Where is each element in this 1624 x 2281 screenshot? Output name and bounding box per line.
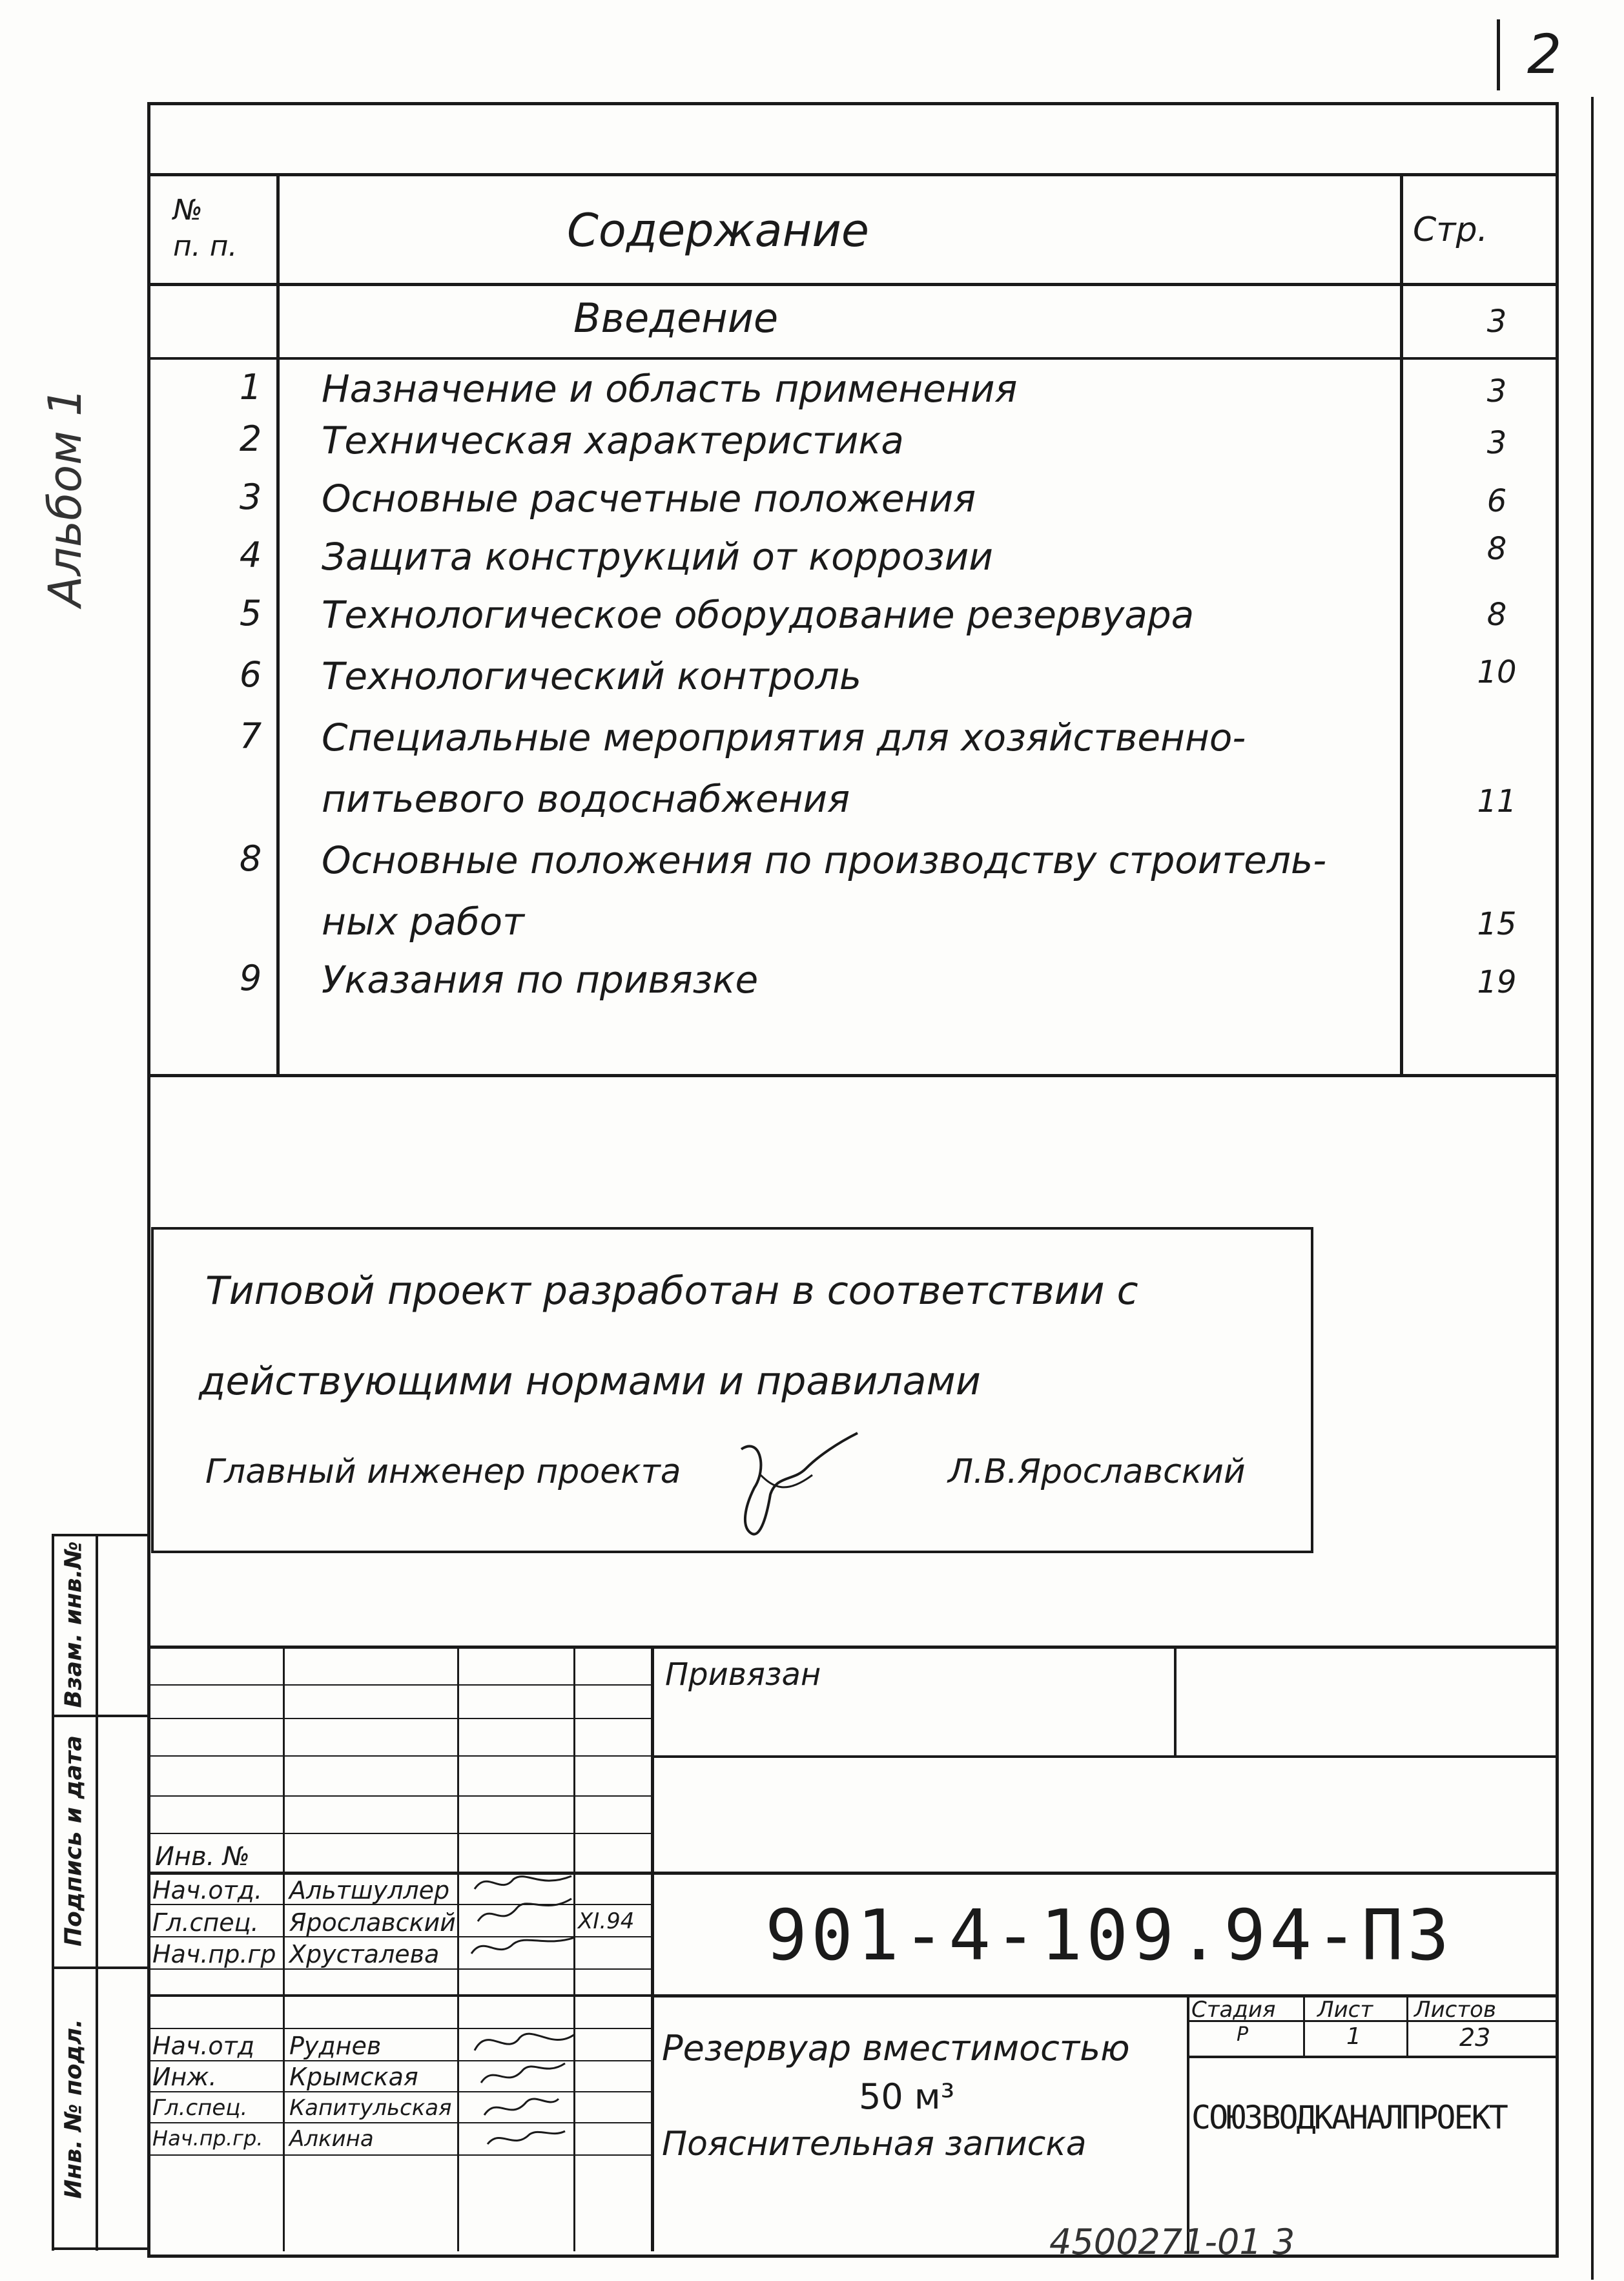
toc-row-title: Техническая характеристика	[322, 418, 904, 462]
document-code: 901-4-109.94-ПЗ	[765, 1895, 1454, 1976]
signatory-role: Нач.отд.	[152, 1876, 263, 1904]
stamp-line-1: Типовой проект разработан в соответствии с	[205, 1268, 1138, 1314]
organization-name: СОЮЗВОДКАНАЛПРОЕКТ	[1191, 2099, 1506, 2136]
sheet-label: Лист	[1317, 1997, 1373, 2023]
toc-row-title: Защита конструкций от коррозии	[322, 535, 993, 579]
stage-label: Стадия	[1191, 1997, 1276, 2023]
chief-engineer-name: Л.В.Ярославский	[948, 1452, 1246, 1491]
toc-row-num: 8	[239, 838, 262, 879]
sheet-number: 2	[1527, 23, 1562, 86]
signature-date-label: Подпись и дата	[60, 1735, 87, 1946]
signatory-name: Ярославский	[289, 1908, 456, 1937]
signatory-name: Альтшуллер	[289, 1876, 450, 1904]
header-num-cell	[173, 192, 238, 265]
standard-compliance-stamp	[151, 1227, 1313, 1553]
signatory-name: Крымская	[289, 2063, 418, 2091]
signatory-role: Нач.пр.гр.	[152, 2126, 263, 2151]
toc-row-num: 2	[239, 418, 262, 459]
signatory-name: Хрусталева	[289, 1940, 440, 1968]
toc-row-page: 11	[1477, 783, 1517, 820]
toc-row-title: Назначение и область применения	[322, 367, 1018, 411]
original-inventory-label: Инв. № подл.	[60, 2019, 87, 2199]
sheets-total-value: 23	[1459, 2023, 1491, 2052]
approval-date: XI.94	[578, 1908, 635, 1934]
toc-row-num: 6	[239, 654, 262, 695]
toc-row-page: 6	[1486, 483, 1507, 519]
toc-row-title: Технологический контроль	[322, 654, 862, 698]
contents-table	[147, 173, 1559, 1085]
album-label: Альбом 1	[39, 387, 92, 607]
replacement-inventory-label: Взам. инв.№	[60, 1541, 87, 1708]
toc-row-title: Технологическое оборудование резервуара	[322, 593, 1195, 637]
toc-row-title: Введение	[573, 294, 779, 342]
toc-row-title: Специальные мероприятия для хозяйственно-	[322, 716, 1246, 759]
title-description-line-1: Резервуар вместимостью	[662, 2028, 1130, 2069]
toc-row-num: 9	[239, 958, 262, 998]
toc-row-title: питьевого водоснабжения	[322, 777, 850, 821]
chief-engineer-signature	[722, 1430, 864, 1546]
header-num-label: п. п.	[173, 230, 238, 263]
title-description-volume: 50 м³	[859, 2076, 955, 2117]
toc-row-num: 1	[239, 367, 262, 408]
inventory-number-label: Инв. №	[155, 1842, 250, 1872]
handwritten-signatures	[462, 1870, 578, 1966]
side-strip-inner-border	[96, 1534, 98, 2251]
right-margin-line	[1591, 97, 1594, 2280]
toc-row-page: 10	[1477, 654, 1517, 690]
sheet-value: 1	[1346, 2023, 1361, 2050]
toc-row-page: 3	[1486, 425, 1507, 461]
handwritten-signatures	[462, 2025, 578, 2154]
archive-code: 4500271-01 3	[1049, 2222, 1295, 2262]
signatory-role: Гл.спец.	[152, 1908, 259, 1937]
header-page-label: Стр.	[1413, 211, 1488, 249]
linked-label: Привязан	[665, 1657, 821, 1693]
header-num-symbol: №	[173, 194, 203, 227]
toc-row-page: 8	[1486, 597, 1507, 633]
side-strip-left-border	[52, 1534, 54, 2251]
sheets-total-label: Листов	[1414, 1997, 1497, 2023]
contents-heading: Содержание	[567, 204, 869, 257]
signatory-name: Алкина	[289, 2126, 374, 2152]
toc-row-title: Основные расчетные положения	[322, 477, 976, 521]
toc-row-page: 8	[1486, 531, 1507, 567]
toc-row-title: Указания по привязке	[322, 958, 759, 1002]
toc-row-title: ных работ	[322, 900, 524, 944]
signatory-name: Руднев	[289, 2032, 382, 2060]
toc-row-num: 4	[239, 535, 262, 575]
toc-row-page: 3	[1486, 373, 1507, 409]
toc-row-num: 5	[239, 593, 262, 634]
toc-row-num: 3	[239, 477, 262, 517]
signatory-role: Инж.	[152, 2063, 217, 2091]
signatory-name: Капитульская	[289, 2095, 452, 2121]
title-description-line-3: Пояснительная записка	[662, 2125, 1087, 2163]
sheet-number-divider	[1497, 19, 1500, 90]
toc-row-page: 15	[1477, 906, 1517, 942]
signatory-role: Гл.спец.	[152, 2095, 248, 2121]
chief-engineer-label: Главный инженер проекта	[205, 1452, 681, 1491]
signatory-role: Нач.пр.гр	[152, 1940, 276, 1968]
toc-row-page: 3	[1486, 304, 1507, 340]
toc-row-page: 19	[1477, 964, 1517, 1000]
stamp-line-2: действующими нормами и правилами	[199, 1359, 981, 1404]
toc-row-title: Основные положения по производству строитель-	[322, 838, 1327, 882]
toc-row-num: 7	[239, 716, 262, 756]
stage-value: Р	[1237, 2023, 1249, 2046]
signatory-role: Нач.отд	[152, 2032, 255, 2060]
